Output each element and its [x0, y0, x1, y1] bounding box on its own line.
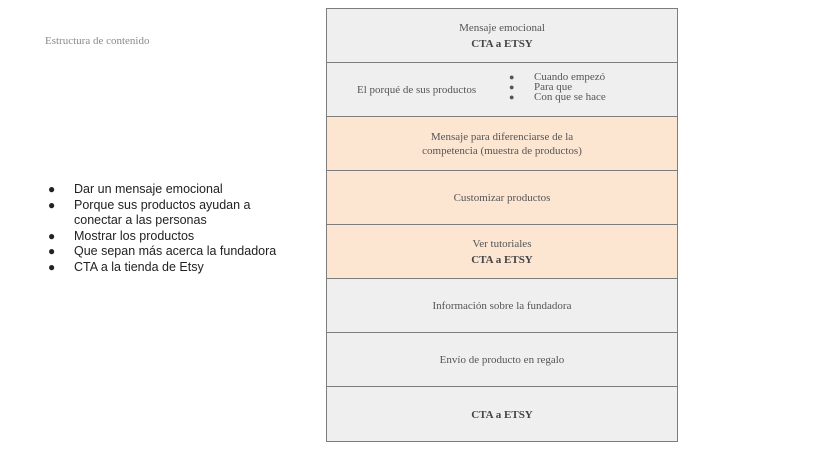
goal-text: Porque sus productos ayudan a conectar a las personas — [74, 197, 251, 227]
bullet-icon: ● — [48, 197, 56, 212]
goals-list — [48, 182, 288, 275]
bullet-icon: ● — [509, 72, 515, 82]
block-why-products — [327, 63, 677, 117]
block-gift-shipping — [327, 333, 677, 387]
cta-label: CTA a ETSY — [471, 253, 533, 266]
block-founder-info — [327, 279, 677, 333]
goal-text: CTA a la tienda de Etsy — [74, 259, 204, 274]
goal-item — [48, 260, 288, 276]
cta-label: CTA a ETSY — [471, 409, 533, 421]
bullet-icon: ● — [48, 228, 56, 243]
why-sublist — [509, 72, 606, 102]
block-text: Ver tutoriales — [472, 237, 532, 250]
goal-text: Mostrar los productos — [74, 228, 195, 243]
cta-label: CTA a ETSY — [471, 37, 533, 50]
sublist-text: Cuando empezó — [534, 71, 606, 83]
block-text: Información sobre la fundadora — [432, 299, 572, 312]
block-text: El porqué de sus productos — [357, 83, 477, 96]
block-final-cta — [327, 387, 677, 442]
sublist-item — [509, 92, 606, 102]
block-tutorials — [327, 225, 677, 279]
goal-item — [48, 229, 288, 245]
block-differentiate — [327, 117, 677, 171]
block-text: Mensaje para diferenciarse de la competencia (muestra de productos) — [422, 130, 582, 157]
bullet-icon: ● — [48, 244, 56, 258]
goal-item — [48, 182, 288, 198]
goal-item — [48, 244, 288, 260]
section-title: Estructura de contenido — [45, 35, 150, 47]
block-emotional-message — [327, 9, 677, 63]
block-text: Customizar productos — [453, 191, 551, 204]
sublist-text: Con que se hace — [534, 91, 606, 103]
sublist-text: Para que — [534, 81, 573, 93]
block-text: Envío de producto en regalo — [439, 353, 565, 366]
block-text: Mensaje emocional — [459, 21, 545, 34]
content-structure-diagram — [326, 8, 678, 442]
goal-text: Que sepan más acerca la fundadora — [74, 244, 277, 258]
bullet-icon: ● — [509, 82, 515, 92]
bullet-icon: ● — [509, 92, 515, 102]
bullet-icon: ● — [48, 259, 56, 274]
block-customize — [327, 171, 677, 225]
goal-text: Dar un mensaje emocional — [74, 182, 223, 196]
bullet-icon: ● — [48, 182, 56, 196]
goal-item — [48, 198, 288, 229]
